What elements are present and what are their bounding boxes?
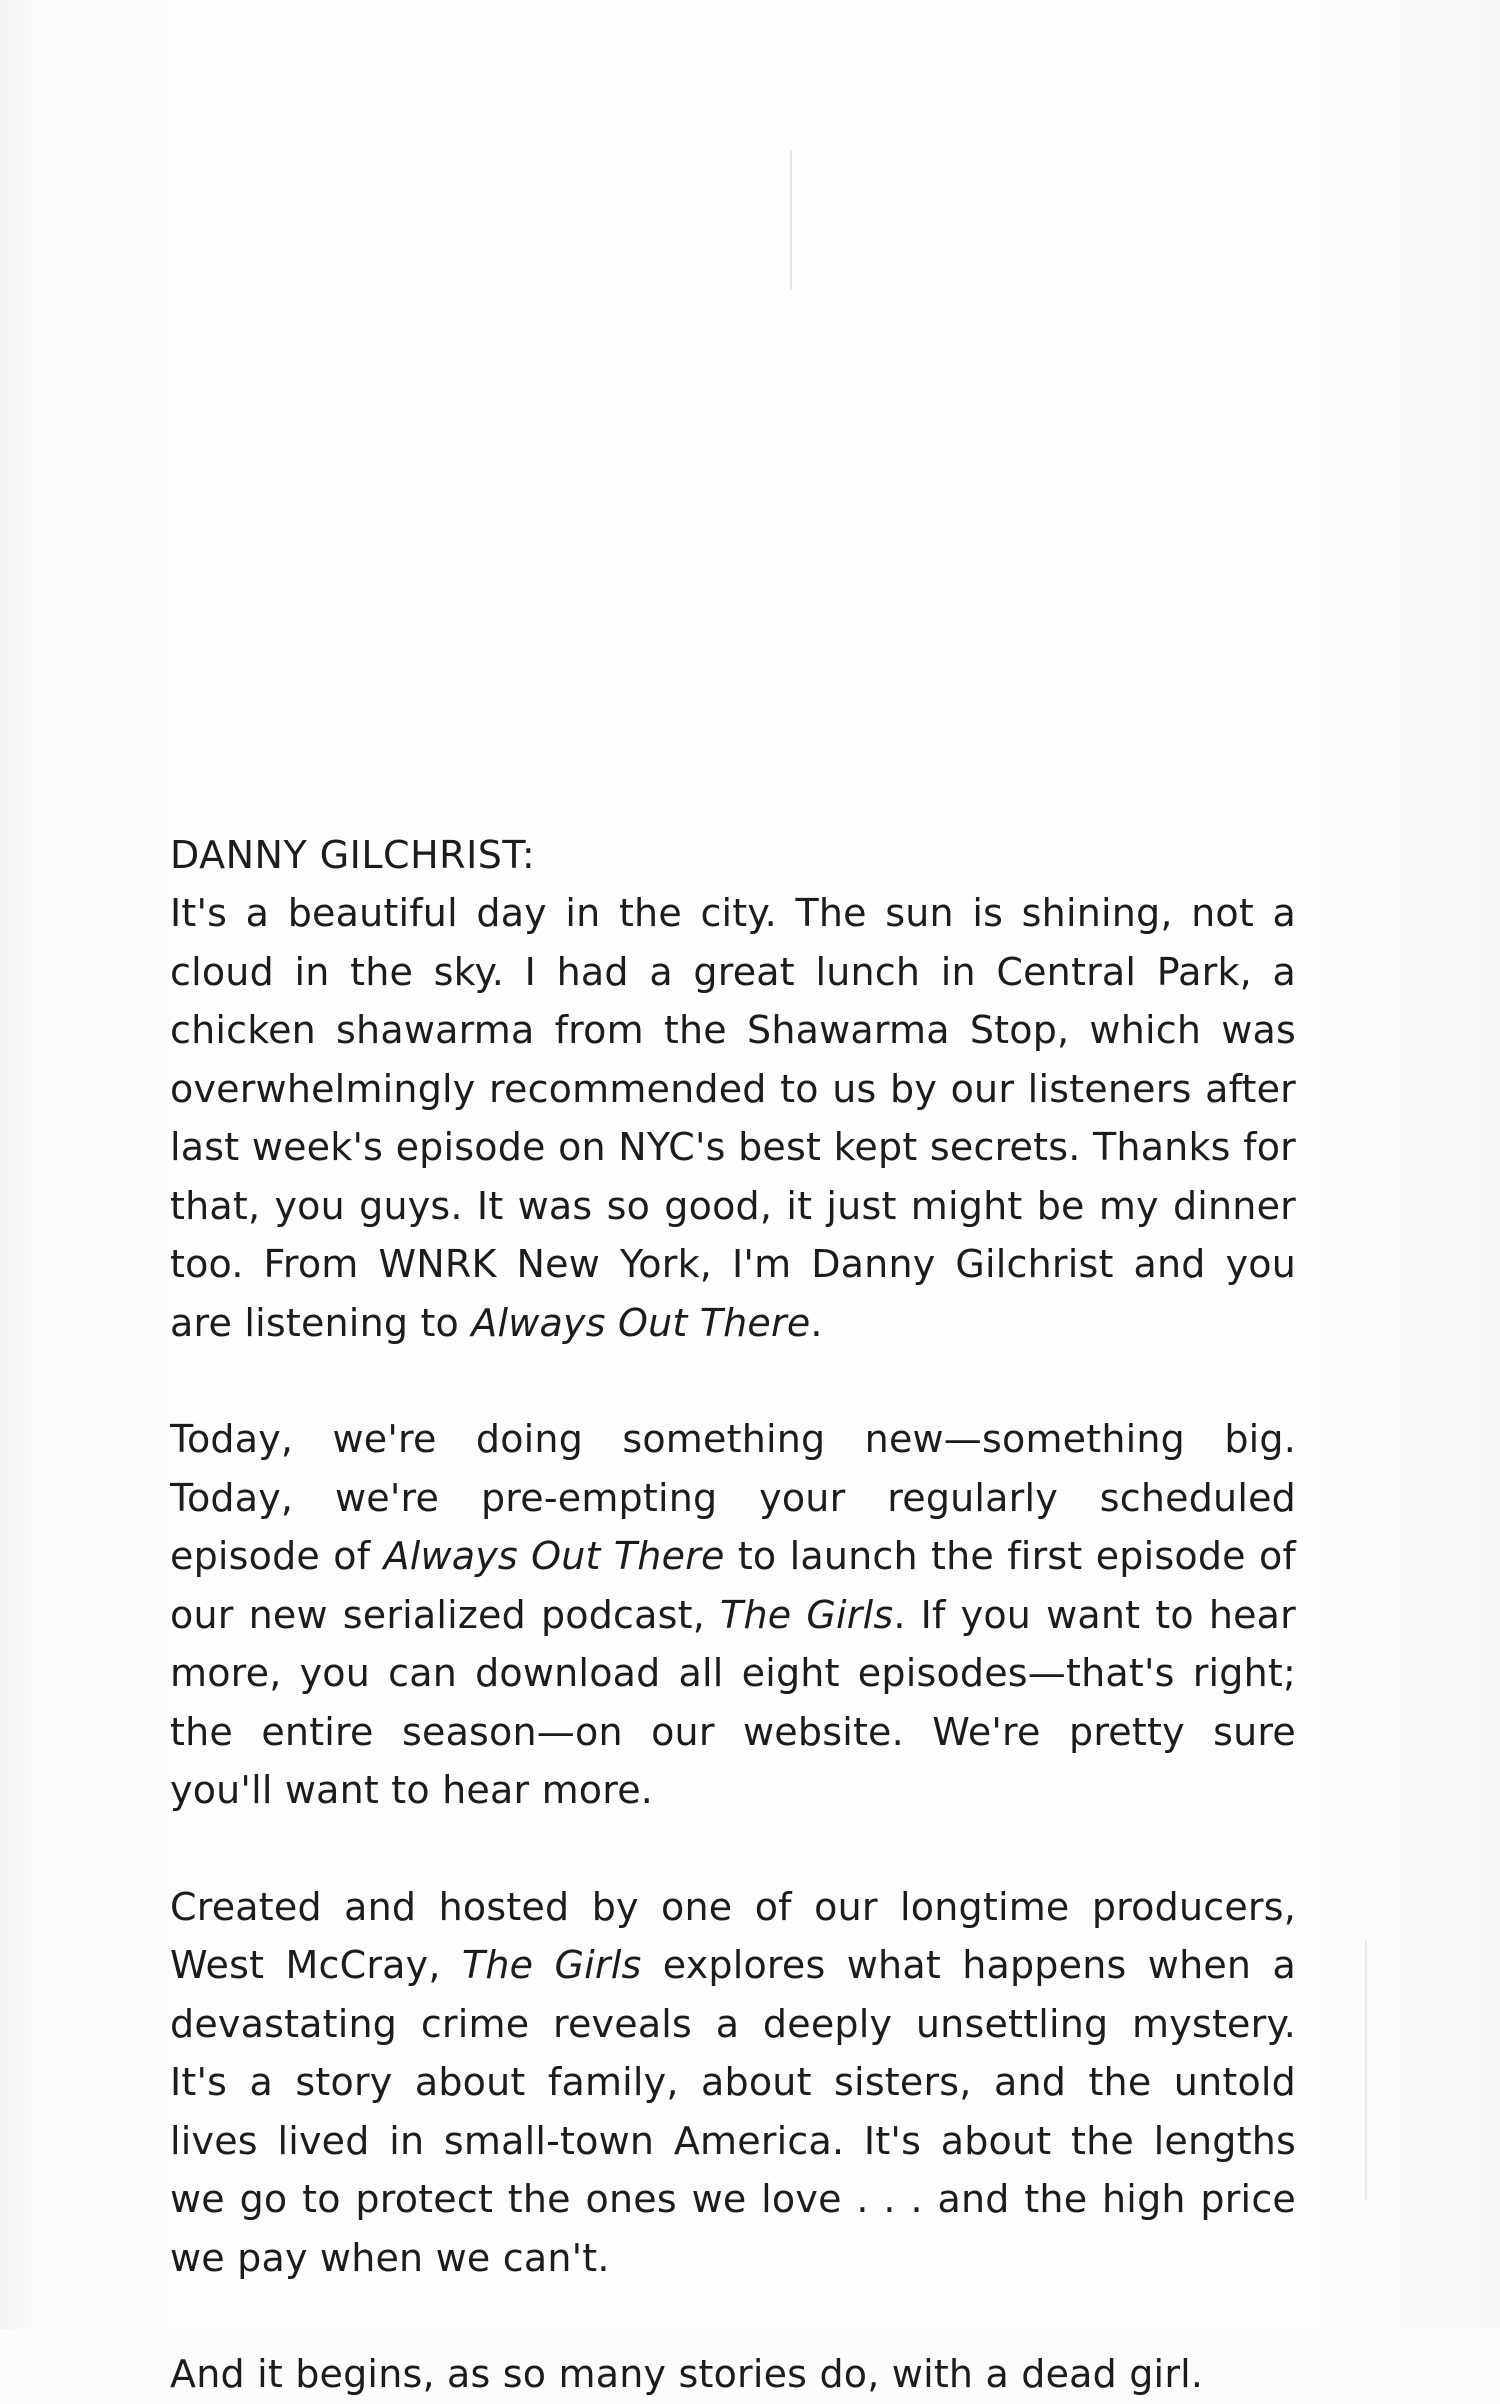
show-title: Always Out There — [383, 1534, 725, 1578]
podcast-title: The Girls — [461, 1943, 642, 1987]
paragraph-2-text-end: . If you want to hear more, you can download all eight episodes—that's right; the entire season—on our website. We're pretty sure you'll want to hear more. — [170, 1592, 1296, 1812]
paragraph-2 — [170, 1410, 1296, 1820]
paragraph-1-end: . — [810, 1300, 823, 1345]
paragraph-2-text-mid: to launch the first episode of our new serialized podcast, — [170, 1534, 1296, 1637]
paragraph-3-text: Created and hosted by one of our longtime producers, West McCray, — [170, 1884, 1296, 1987]
scan-artifact — [790, 150, 792, 290]
speaker-name: DANNY GILCHRIST: — [170, 833, 536, 877]
paragraph-1 — [170, 884, 1296, 1352]
transcript-body — [170, 826, 1296, 2404]
paragraph-3-text-end: explores what happens when a devastating crime reveals a deeply unsettling mystery. It's a story about family, about sisters, and the untold lives lived in small-town America. It's about the lengths we go to protect the ones we love . . . and the high price we pay when we can't. — [170, 1943, 1297, 2280]
show-title: Always Out There — [471, 1300, 811, 1345]
paragraph-3 — [170, 1878, 1296, 2288]
paragraph-1-text: It's a beautiful day in the city. The sun is shining, not a cloud in the sky. I had a great lunch in Central Park, a chicken shawarma from the Shawarma Stop, which was overwhelmingly recommended to us by our listeners after last week's episode on NYC's best kept secrets. Thanks for that, you guys. It was so good, it just might be my dinner too. From WNRK New York, I'm Danny Gilchrist and you are listening to — [170, 891, 1296, 1345]
podcast-title: The Girls — [720, 1592, 894, 1637]
scan-artifact — [1365, 1940, 1367, 2200]
paragraph-2-text: Today, we're doing something new—something big. Today, we're pre-empting your regularly scheduled episode of — [170, 1417, 1296, 1578]
paragraph-4: And it begins, as so many stories do, with a dead girl. — [170, 2352, 1204, 2396]
